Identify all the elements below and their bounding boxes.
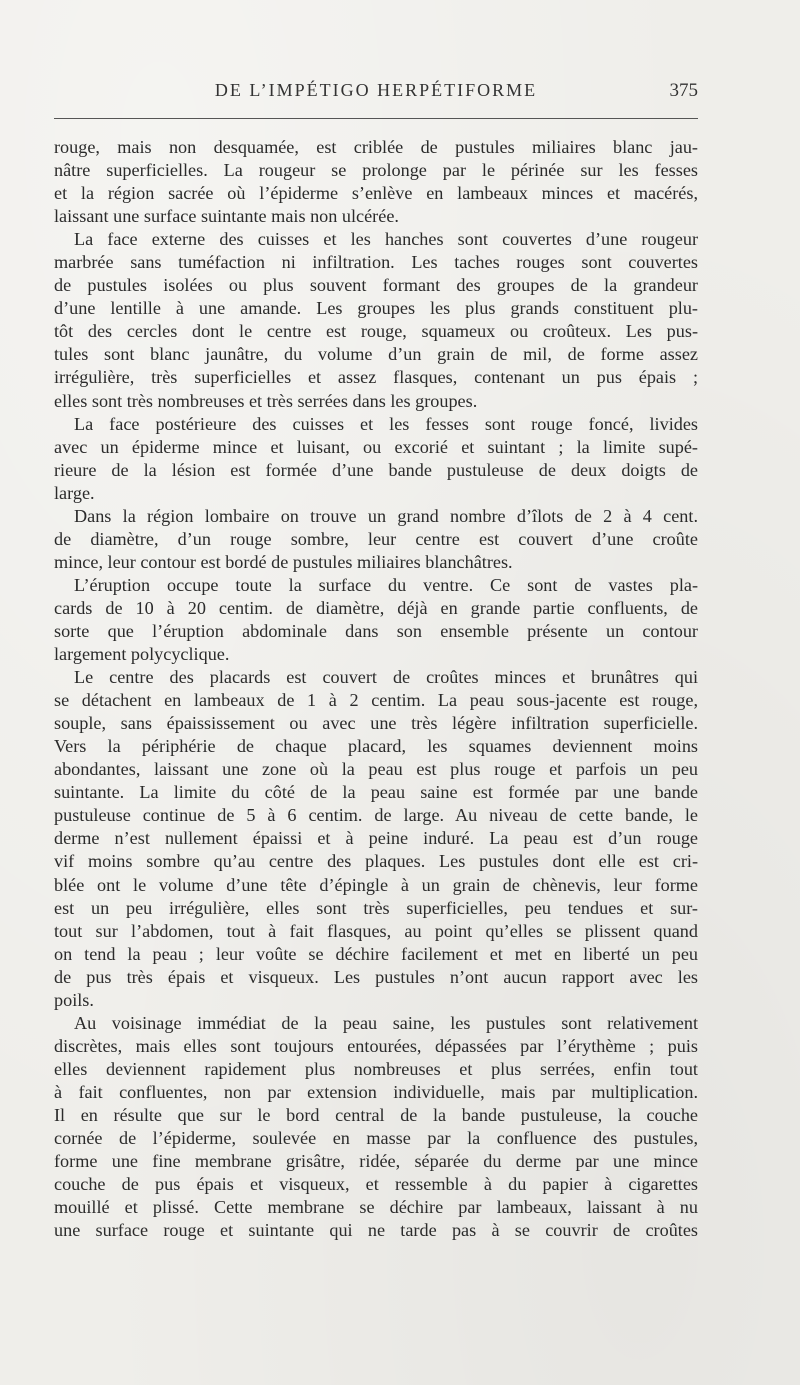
text-line: poils. [54,989,94,1010]
text-line: on tend la peau ; leur voûte se déchire facilement et met en liberté un peu [54,943,698,964]
text-line: La face postérieure des cuisses et les fesses sont rouge foncé, livides [74,413,698,434]
text-line: cards de 10 à 20 centim. de diamètre, déjà en grande partie confluents, de [54,597,698,618]
text-line: largement polycyclique. [54,644,230,665]
text-line: rieure de la lésion est formée d’une bande pustuleuse de deux doigts de [54,459,698,480]
text-line: couche de pus épais et visqueux, et ressemble à du papier à cigarettes [54,1174,698,1195]
text-line: est un peu irrégulière, elles sont très superficielles, peu tendues et sur- [54,897,698,918]
text-line: abondantes, laissant une zone où la peau est plus rouge et parfois un peu [54,759,698,780]
text-line: tôt des cercles dont le centre est rouge, squameux ou croûteux. Les pus- [54,321,698,342]
text-line: d’une lentille à une amande. Les groupes les plus grands constituent plu- [54,298,698,319]
text-line: nâtre superficielles. La rougeur se prolonge par le périnée sur les fesses [54,160,698,181]
text-line: se détachent en lambeaux de 1 à 2 centim. La peau sous-jacente est rouge, [54,690,698,711]
running-title: DE L’IMPÉTIGO HERPÉTIFORME [214,80,538,100]
text-line: discrètes, mais elles sont toujours entourées, dépassées par l’érythème ; puis [54,1035,698,1056]
text-line: mince, leur contour est bordé de pustules miliaires blanchâtres. [54,551,513,572]
text-line: et la région sacrée où l’épiderme s’enlève en lambeaux minces et macérés, [54,183,698,204]
text-line: souple, sans épaississement ou avec une très légère infiltration superficielle. [54,713,698,734]
text-line: tules sont blanc jaunâtre, du volume d’un grain de mil, de forme assez [54,344,698,365]
text-line: La face externe des cuisses et les hanches sont couvertes d’une rougeur [74,229,698,250]
body-text [54,136,698,1242]
text-line: sorte que l’éruption abdominale dans son ensemble présente un contour [54,620,698,641]
text-line: avec un épiderme mince et luisant, ou excorié et suintant ; la limite supé- [54,436,698,457]
text-line: pustuleuse continue de 5 à 6 centim. de large. Au niveau de cette bande, le [54,805,698,826]
text-line: L’éruption occupe toute la surface du ventre. Ce sont de vastes pla- [74,574,698,595]
header-rule [54,118,698,119]
page-number: 375 [669,80,698,101]
text-line: de pustules isolées ou plus souvent formant des groupes de la grandeur [54,275,698,296]
text-line: vif moins sombre qu’au centre des plaques. Les pustules dont elle est cri- [54,851,698,872]
text-line: blée ont le volume d’une tête d’épingle à un grain de chènevis, leur forme [54,874,698,895]
text-line: Le centre des placards est couvert de croûtes minces et brunâtres qui [74,667,698,688]
text-line: large. [54,482,95,503]
text-line: à fait confluentes, non par extension individuelle, mais par multiplication. [54,1081,698,1102]
text-line: forme une fine membrane grisâtre, ridée, séparée du derme par une mince [54,1151,698,1172]
text-line: derme n’est nullement épaissi et à peine induré. La peau est d’un rouge [54,828,698,849]
text-line: Il en résulte que sur le bord central de la bande pustuleuse, la couche [54,1104,698,1125]
text-line: laissant une surface suintante mais non ulcérée. [54,206,399,227]
text-line: Vers la périphérie de chaque placard, les squames deviennent moins [54,736,698,757]
text-line: Au voisinage immédiat de la peau saine, les pustules sont relativement [74,1012,698,1033]
text-line: elles sont très nombreuses et très serrées dans les groupes. [54,390,478,411]
text-line: tout sur l’abdomen, tout à fait flasques, au point qu’elles se plissent quand [54,920,698,941]
text-line: cornée de l’épiderme, soulevée en masse par la confluence des pustules, [54,1128,698,1149]
running-head [54,80,698,106]
text-line: marbrée sans tuméfaction ni infiltration. Les taches rouges sont couvertes [54,252,698,273]
text-line: de pus très épais et visqueux. Les pustules n’ont aucun rapport avec les [54,966,698,987]
text-line: rouge, mais non desquamée, est criblée de pustules miliaires blanc jau- [54,137,698,157]
text-line: suintante. La limite du côté de la peau saine est formée par une bande [54,782,698,803]
text-line: elles deviennent rapidement plus nombreuses et plus serrées, enfin tout [54,1058,698,1079]
text-line: une surface rouge et suintante qui ne tarde pas à se couvrir de croûtes [54,1220,698,1241]
text-line: Dans la région lombaire on trouve un grand nombre d’îlots de 2 à 4 cent. [74,505,698,526]
text-line: mouillé et plissé. Cette membrane se déchire par lambeaux, laissant à nu [54,1197,698,1218]
text-line: irrégulière, très superficielles et assez flasques, contenant un pus épais ; [54,367,698,388]
text-line: de diamètre, d’un rouge sombre, leur centre est couvert d’une croûte [54,528,698,549]
